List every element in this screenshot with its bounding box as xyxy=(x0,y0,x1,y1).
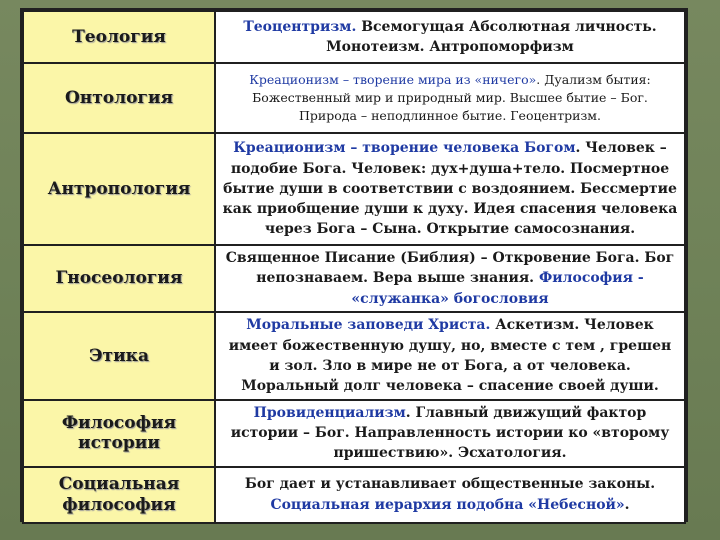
table-row xyxy=(23,63,685,133)
philosophy-table-frame xyxy=(20,8,688,522)
row-term-philosophy-of-history: Философия истории xyxy=(23,400,215,467)
description-text: . Дуализм бытия: Божественный мир и природный мир. Высшее бытие – Бог. Природа – неподлинное бытие. Геоцентризм. xyxy=(252,71,651,124)
table-row xyxy=(23,11,685,63)
highlighted-text: Провиденциализм xyxy=(253,404,406,421)
highlighted-text: Креационизм – творение человека Богом xyxy=(233,140,576,157)
highlighted-text: Социальная иерархия подобна «Небесной» xyxy=(270,496,625,513)
row-description-ethics xyxy=(215,312,685,400)
highlighted-text: Философия - «служанка» богословия xyxy=(351,270,644,307)
table-row xyxy=(23,133,685,245)
row-description-epistemology xyxy=(215,245,685,312)
description-text: Бог дает и устанавливает общественные законы. xyxy=(244,476,656,493)
row-term-social-philosophy: Социальная философия xyxy=(23,467,215,523)
table-row xyxy=(23,467,685,523)
highlighted-text: Теоцентризм. xyxy=(243,18,357,35)
row-description-social-philosophy xyxy=(215,467,685,523)
description-text: . Главный движущий фактор истории – Бог. Направленность истории ко «второму пришествию». Эсхатология. xyxy=(230,404,670,462)
table-row xyxy=(23,400,685,467)
row-term-theology: Теология xyxy=(23,11,215,63)
table-row xyxy=(23,312,685,400)
description-text: . Человек – подобие Бога. Человек: дух+душа+тело. Посмертное бытие души в соответствии с воздоянием. Бессмертие как приобщение души к духу. Идея спасения человека через Бога – Сына. Открытие самосознания. xyxy=(222,140,678,238)
description-text: Аскетизм. Человек имеет божественную душу, но, вместе с тем , грешен и зол. Зло в мире не от Бога, а от человека. Моральный долг человека – спасение своей души. xyxy=(228,317,672,395)
row-description-ontology xyxy=(215,63,685,133)
description-text: Священное Писание (Библия) – Откровение Бога. Бог непознаваем. Вера выше знания. xyxy=(225,250,675,287)
description-text: Всемогущая Абсолютная личность. Монотеизм. Антропоморфизм xyxy=(326,18,657,55)
highlighted-text: Моральные заповеди Христа. xyxy=(246,317,491,334)
table-row xyxy=(23,245,685,312)
row-term-ethics: Этика xyxy=(23,312,215,400)
highlighted-text: Креационизм – творение мира из «ничего» xyxy=(249,71,537,87)
row-description-philosophy-of-history xyxy=(215,400,685,467)
row-description-anthropology xyxy=(215,133,685,245)
description-text-end: . xyxy=(624,496,630,513)
row-description-theology xyxy=(215,11,685,63)
row-term-epistemology: Гносеология xyxy=(23,245,215,312)
medieval-philosophy-table xyxy=(22,10,686,524)
row-term-anthropology: Антропология xyxy=(23,133,215,245)
row-term-ontology: Онтология xyxy=(23,63,215,133)
